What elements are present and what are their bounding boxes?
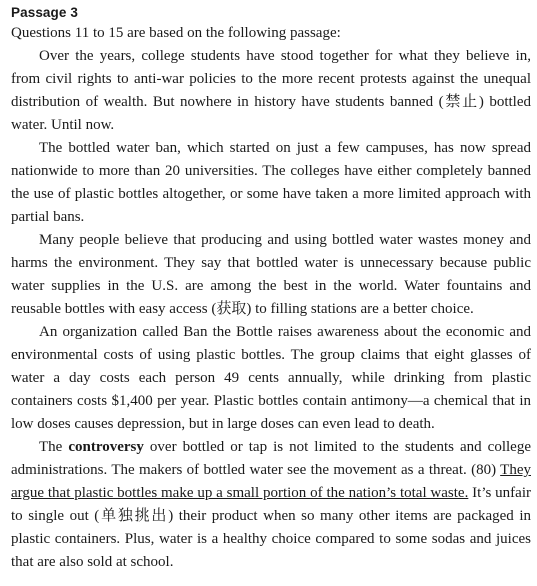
paragraph-1: Over the years, college students have stood together for what they believe in, from civil rights to anti-war policies to the more recent protests against the unequal distribution of wealth. But nowhere in history have students banned (禁止) bottled water. Until now. [11,48,531,133]
paragraph-4: An organization called Ban the Bottle raises awareness about the economic and environmental costs of using plastic bottles. The group claims that eight glasses of water a day costs each person 49 cents annually, while drinking from plastic containers costs $1,400 per year. Plastic bottles contain antimony—a chemical that in low doses causes depression, but in large doses can even lead to death. [11,324,531,432]
paragraph-2: The bottled water ban, which started on just a few campuses, has now spread nationwide to more than 20 universities. The colleges have either completely banned the use of plastic bottles altogether, or some have taken a more limited approach with partial bans. [11,140,531,225]
bold-keyword: controversy [68,439,144,455]
underlined-sentence: They argue that plastic bottles make up a small portion of the nation’s total waste. [11,462,531,501]
paragraph-5-end: It’s unfair to single out (单独挑出) their product when so many other items are packaged in plastic containers. Plus, water is a healthy choice compared to some sodas and juices that are also sold at school. [11,485,531,570]
paragraph-3: Many people believe that producing and using bottled water wastes money and harms the environment. They say that bottled water is unnecessary because public water supplies in the U.S. are among the best in the world. Water fountains and reusable bottles with easy access (获取) to filling stations are a better choice. [11,232,531,317]
paragraph-5 [11,436,531,574]
passage-title: Passage 3 [11,5,78,20]
paragraph-5-start: The [39,439,69,455]
passage-instructions: Questions 11 to 15 are based on the following passage: [11,25,341,41]
paragraph-5-middle: over bottled or tap is not limited to the students and college administrations. The makers of bottled water see the movement as a threat. (80) [11,439,531,478]
